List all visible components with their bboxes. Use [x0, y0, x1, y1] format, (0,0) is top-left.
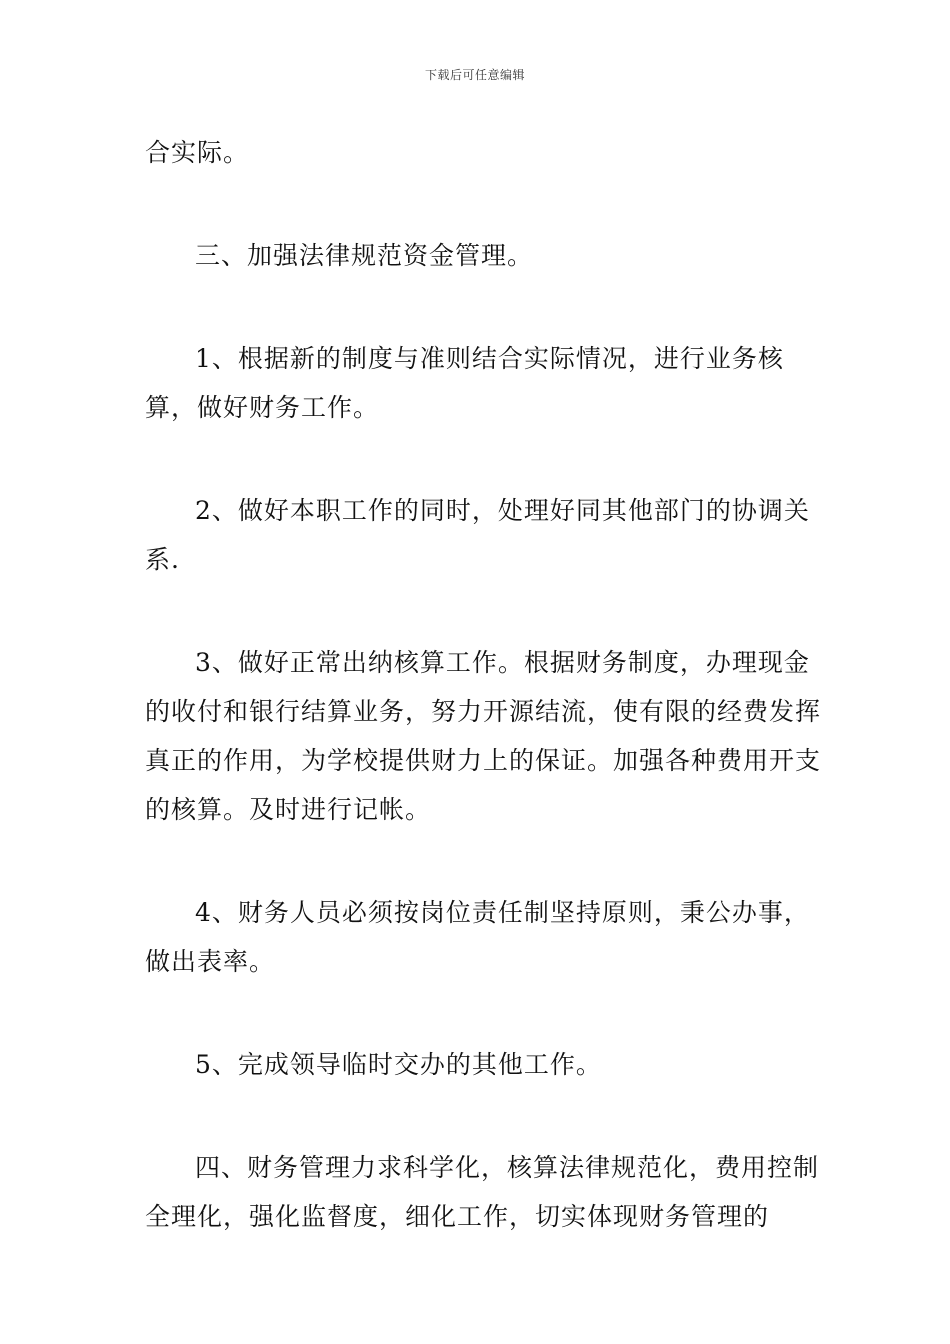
section-heading-3: 三、加强法律规范资金管理。: [195, 241, 534, 270]
paragraph-continuation: 合实际。: [145, 138, 250, 167]
list-item-4: 4、财务人员必须按岗位责任制坚持原则，秉公办事，做出表率。: [145, 898, 810, 976]
list-item-5: 5、完成领导临时交办的其他工作。: [195, 1050, 602, 1079]
document-body: [145, 128, 821, 1295]
list-item-1: 1、根据新的制度与准则结合实际情况，进行业务核算，做好财务工作。: [145, 344, 784, 422]
list-item-2: 2、做好本职工作的同时，处理好同其他部门的协调关系.: [145, 496, 810, 574]
list-item-3: 3、做好正常出纳核算工作。根据财务制度，办理现金的收付和银行结算业务，努力开源结流，使有限的经费发挥真正的作用，为学校提供财力上的保证。加强各种费用开支的核算。及时进行记帐。: [145, 648, 822, 824]
page-header-note: 下载后可任意编辑: [424, 68, 525, 82]
section-heading-4: 四、财务管理力求科学化，核算法律规范化，费用控制全理化，强化监督度，细化工作，切实体现财务管理的: [145, 1153, 820, 1231]
